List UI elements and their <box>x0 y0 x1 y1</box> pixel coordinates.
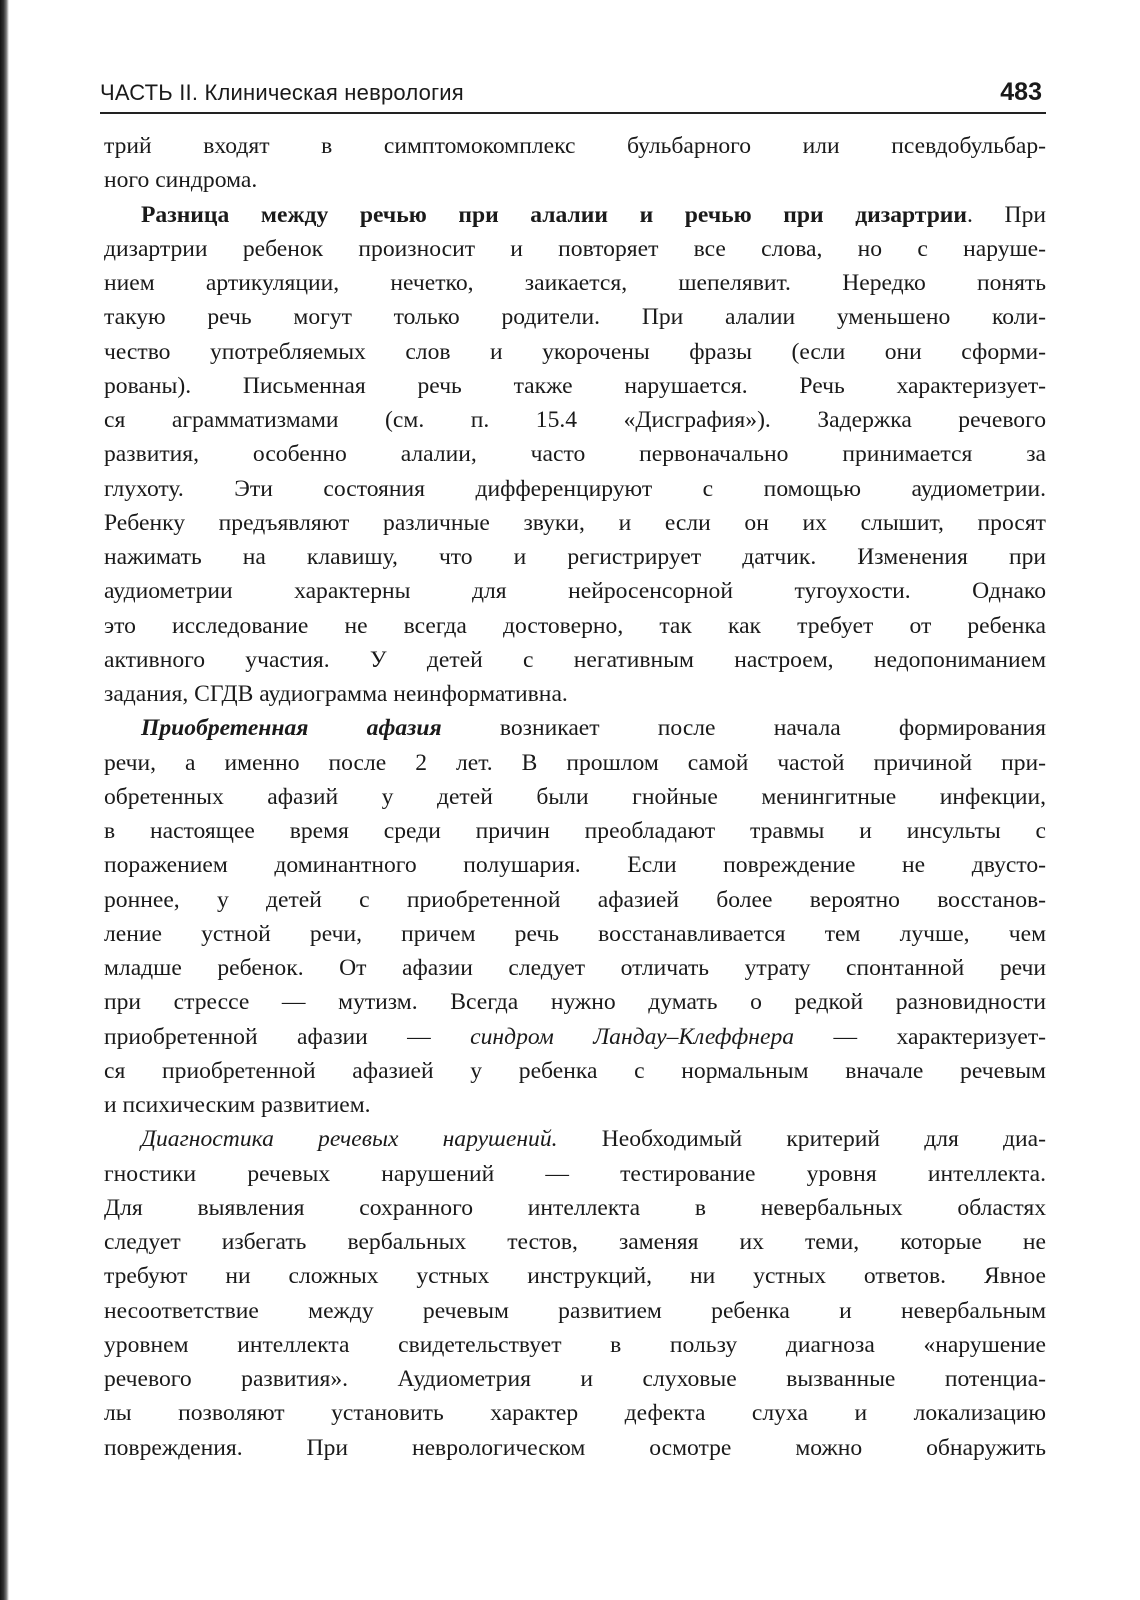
text-line: ся аграмматизмами (см. п. 15.4 «Дисграфия»). Задержка речевого <box>104 407 1046 433</box>
text-line: ного синдрома. <box>104 167 258 194</box>
text-line <box>104 198 1046 232</box>
text-line: речевого развития». Аудиометрия и слуховые вызванные потенциа- <box>104 1366 1046 1392</box>
text-line: при стрессе — мутизм. Всегда нужно думать о редкой разновидности <box>104 989 1046 1016</box>
text-line <box>104 1020 1046 1054</box>
text-fragment: — характеризует- <box>794 1023 1046 1050</box>
text-line: в настоящее время среди причин преобладают травмы и инсульты с <box>104 818 1046 844</box>
italic-term-landau-kleffner: синдром Ландау–Клеффнера <box>470 1023 795 1050</box>
text-line: нажимать на клавишу, что и регистрирует датчик. Изменения при <box>104 544 1046 570</box>
text-fragment: Необходимый критерий для диа- <box>557 1126 1046 1153</box>
text-line: чество употребляемых слов и укорочены фразы (если они сформи- <box>104 338 1046 365</box>
text-line: лы позволяют установить характер дефекта слуха и локализацию <box>104 1400 1046 1427</box>
italic-heading-speech-diagnostics: Диагностика речевых нарушений. <box>141 1126 558 1153</box>
text-line: младше ребенок. От афазии следует отличать утрату спонтанной речи <box>104 955 1046 981</box>
text-fragment: приобретенной афазии — <box>104 1023 471 1050</box>
text-fragment: возникает после начала формирования <box>441 715 1047 742</box>
text-line: гностики речевых нарушений — тестирование уровня интеллекта. <box>104 1160 1046 1187</box>
text-line: обретенных афазий у детей были гнойные менингитные инфекции, <box>104 783 1046 810</box>
text-line: аудиометрии характерны для нейросенсорной тугоухости. Однако <box>104 578 1046 605</box>
running-head <box>100 78 1046 114</box>
bold-italic-term-acquired-aphasia: Приобретенная афазия <box>141 715 442 742</box>
text-line: и психическим развитием. <box>104 1092 371 1118</box>
text-line: ся приобретенной афазией у ребенка с нормальным вначале речевым <box>104 1057 1046 1084</box>
body-text <box>104 129 1046 1465</box>
text-line: следует избегать вербальных тестов, заменяя их теми, которые не <box>104 1229 1046 1255</box>
text-line: трий входят в симптомокомплекс бульбарного или псевдобульбар- <box>104 133 1046 159</box>
text-line: задания, СГДВ аудиограмма неинформативна. <box>104 681 568 707</box>
page-number: 483 <box>1000 78 1042 106</box>
text-line: нием артикуляции, нечетко, заикается, шепелявит. Нередко понять <box>104 270 1046 296</box>
text-line: глухоту. Эти состояния дифференцируют с помощью аудиометрии. <box>104 475 1046 502</box>
text-line: такую речь могут только родители. При алалии уменьшено коли- <box>104 304 1046 331</box>
text-line: поражением доминантного полушария. Если повреждение не двусто- <box>104 852 1046 879</box>
text-line: дизартрии ребенок произносит и повторяет все слова, но с наруше- <box>104 235 1046 262</box>
text-line: несоответствие между речевым развитием ребенка и невербальным <box>104 1297 1046 1324</box>
text-line: Ребенку предъявляют различные звуки, и если он их слышит, просят <box>104 509 1046 536</box>
text-line: Для выявления сохранного интеллекта в невербальных областях <box>104 1194 1046 1221</box>
text-line: уровнем интеллекта свидетельствует в пользу диагноза «нарушение <box>104 1331 1046 1358</box>
text-line: повреждения. При неврологическом осмотре можно обнаружить <box>104 1434 1046 1461</box>
text-line: активного участия. У детей с негативным настроем, недопониманием <box>104 646 1046 673</box>
text-line: требуют ни сложных устных инструкций, ни устных ответов. Явное <box>104 1263 1046 1290</box>
text-line: речи, а именно после 2 лет. В прошлом самой частой причиной при- <box>104 749 1046 776</box>
running-title: ЧАСТЬ II. Клиническая неврология <box>100 80 464 105</box>
text-fragment: . При <box>967 201 1046 228</box>
text-line <box>104 1122 1046 1156</box>
text-line: рованы). Письменная речь также нарушается. Речь характеризует- <box>104 372 1046 399</box>
text-line: ление устной речи, причем речь восстанавливается тем лучше, чем <box>104 920 1046 947</box>
bold-heading-alalia-vs-dysarthria: Разница между речью при алалии и речью при дизартрии <box>141 201 967 228</box>
text-line: это исследование не всегда достоверно, так как требует от ребенка <box>104 612 1046 639</box>
text-line: развития, особенно алалии, часто первоначально принимается за <box>104 441 1046 468</box>
text-line: роннее, у детей с приобретенной афазией более вероятно восстанов- <box>104 886 1046 913</box>
text-line <box>104 711 1046 745</box>
